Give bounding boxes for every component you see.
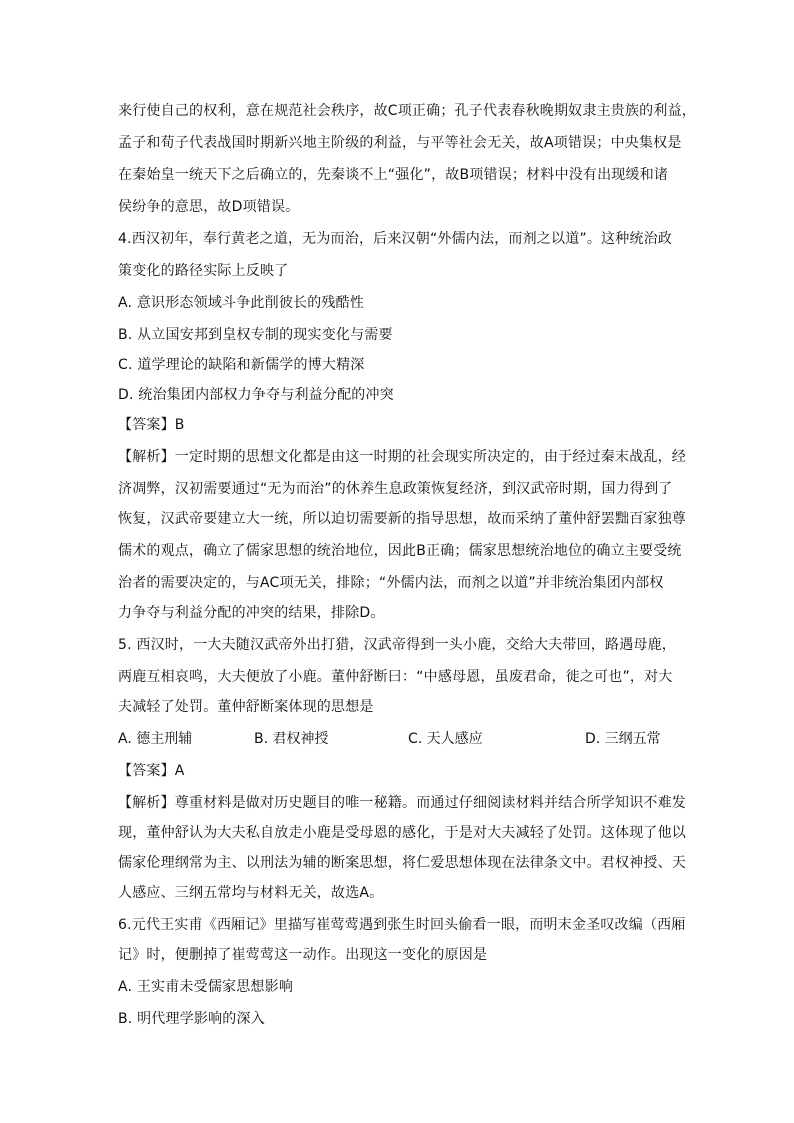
text-line: 来行使自己的权利，意在规范社会秩序，故C项正确；孔子代表春秋晚期奴隶主贵族的利益，	[118, 103, 696, 119]
option-c: C. 道学理论的缺陷和新儒学的博大精深	[118, 357, 365, 373]
analysis-line: 人感应、三纲五常均与材料无关，故选A。	[118, 885, 384, 901]
option-b: B. 从立国安邦到皇权专制的现实变化与需要	[118, 327, 393, 343]
analysis-line: 济凋弊，汉初需要通过“无为而治”的休养生息政策恢复经济，到汉武帝时期，国力得到了	[118, 481, 673, 497]
q5-option-d: D. 三纲五常	[585, 731, 661, 747]
option-a: A. 王实甫未受儒家思想影响	[118, 979, 294, 995]
text-line: 孟子和荀子代表战国时期新兴地主阶级的利益，与平等社会无关，故A项错误；中央集权是	[118, 135, 682, 151]
question-4-stem: 4.西汉初年，奉行黄老之道，无为而治，后来汉朝“外儒内法，而剂之以道”。这种统治政	[118, 231, 673, 247]
question-6-stem: 记》时，便删掉了崔莺莺这一动作。出现这一变化的原因是	[118, 947, 488, 963]
analysis-line: 力争夺与利益分配的冲突的结果，排除D。	[118, 605, 385, 621]
analysis-line: 儒家伦理纲常为主、以刑法为辅的断案思想，将仁爱思想体现在法律条文中。君权神授、天	[118, 855, 686, 871]
analysis-line: 【解析】尊重材料是做对历史题目的唯一秘籍。而通过仔细阅读材料并结合所学知识不难发	[118, 795, 686, 811]
analysis-line: 现，董仲舒认为大夫私自放走小鹿是受母恩的感化，于是对大夫减轻了处罚。这体现了他以	[118, 825, 686, 841]
question-5-stem: 夫减轻了处罚。董仲舒断案体现的思想是	[118, 699, 374, 715]
analysis-line: 治者的需要决定的，与AC项无关，排除；“外儒内法，而剂之以道”并非统治集团内部权	[118, 575, 664, 591]
answer-line: 【答案】A	[118, 763, 185, 779]
option-b: B. 明代理学影响的深入	[118, 1011, 265, 1027]
q5-option-a: A. 德主刑辅	[118, 731, 193, 747]
q5-option-b: B. 君权神授	[254, 731, 329, 747]
question-5-stem: 两鹿互相哀鸣，大夫便放了小鹿。董仲舒断曰：“中感母恩，虽废君命，徙之可也”，对大	[118, 669, 673, 685]
answer-line: 【答案】B	[118, 417, 185, 433]
analysis-line: 儒术的观点，确立了儒家思想的统治地位，因此B正确；儒家思想统治地位的确立主要受统	[118, 543, 682, 559]
text-line: 侯纷争的意思，故D项错误。	[118, 199, 300, 215]
question-5-stem: 5. 西汉时，一大夫随汉武帝外出打猎，汉武帝得到一头小鹿，交给大夫带回，路遇母鹿，	[118, 637, 677, 653]
question-4-stem: 策变化的路径实际上反映了	[118, 263, 289, 279]
q5-option-c: C. 天人感应	[408, 731, 483, 747]
option-a: A. 意识形态领域斗争此削彼长的残酷性	[118, 295, 365, 311]
question-6-stem: 6.元代王实甫《西厢记》里描写崔莺莺遇到张生时回头偷看一眼，而明末金圣叹改编（西厢	[118, 917, 686, 933]
text-line: 在秦始皇一统天下之后确立的，先秦谈不上“强化”，故B项错误；材料中没有出现缓和诸	[118, 167, 669, 183]
analysis-line: 【解析】一定时期的思想文化都是由这一时期的社会现实所决定的，由于经过秦末战乱，经	[118, 449, 686, 465]
analysis-line: 恢复，汉武帝要建立大一统，所以迫切需要新的指导思想，故而采纳了董仲舒罢黜百家独尊	[118, 511, 686, 527]
option-d: D. 统治集团内部权力争夺与利益分配的冲突	[118, 387, 394, 403]
